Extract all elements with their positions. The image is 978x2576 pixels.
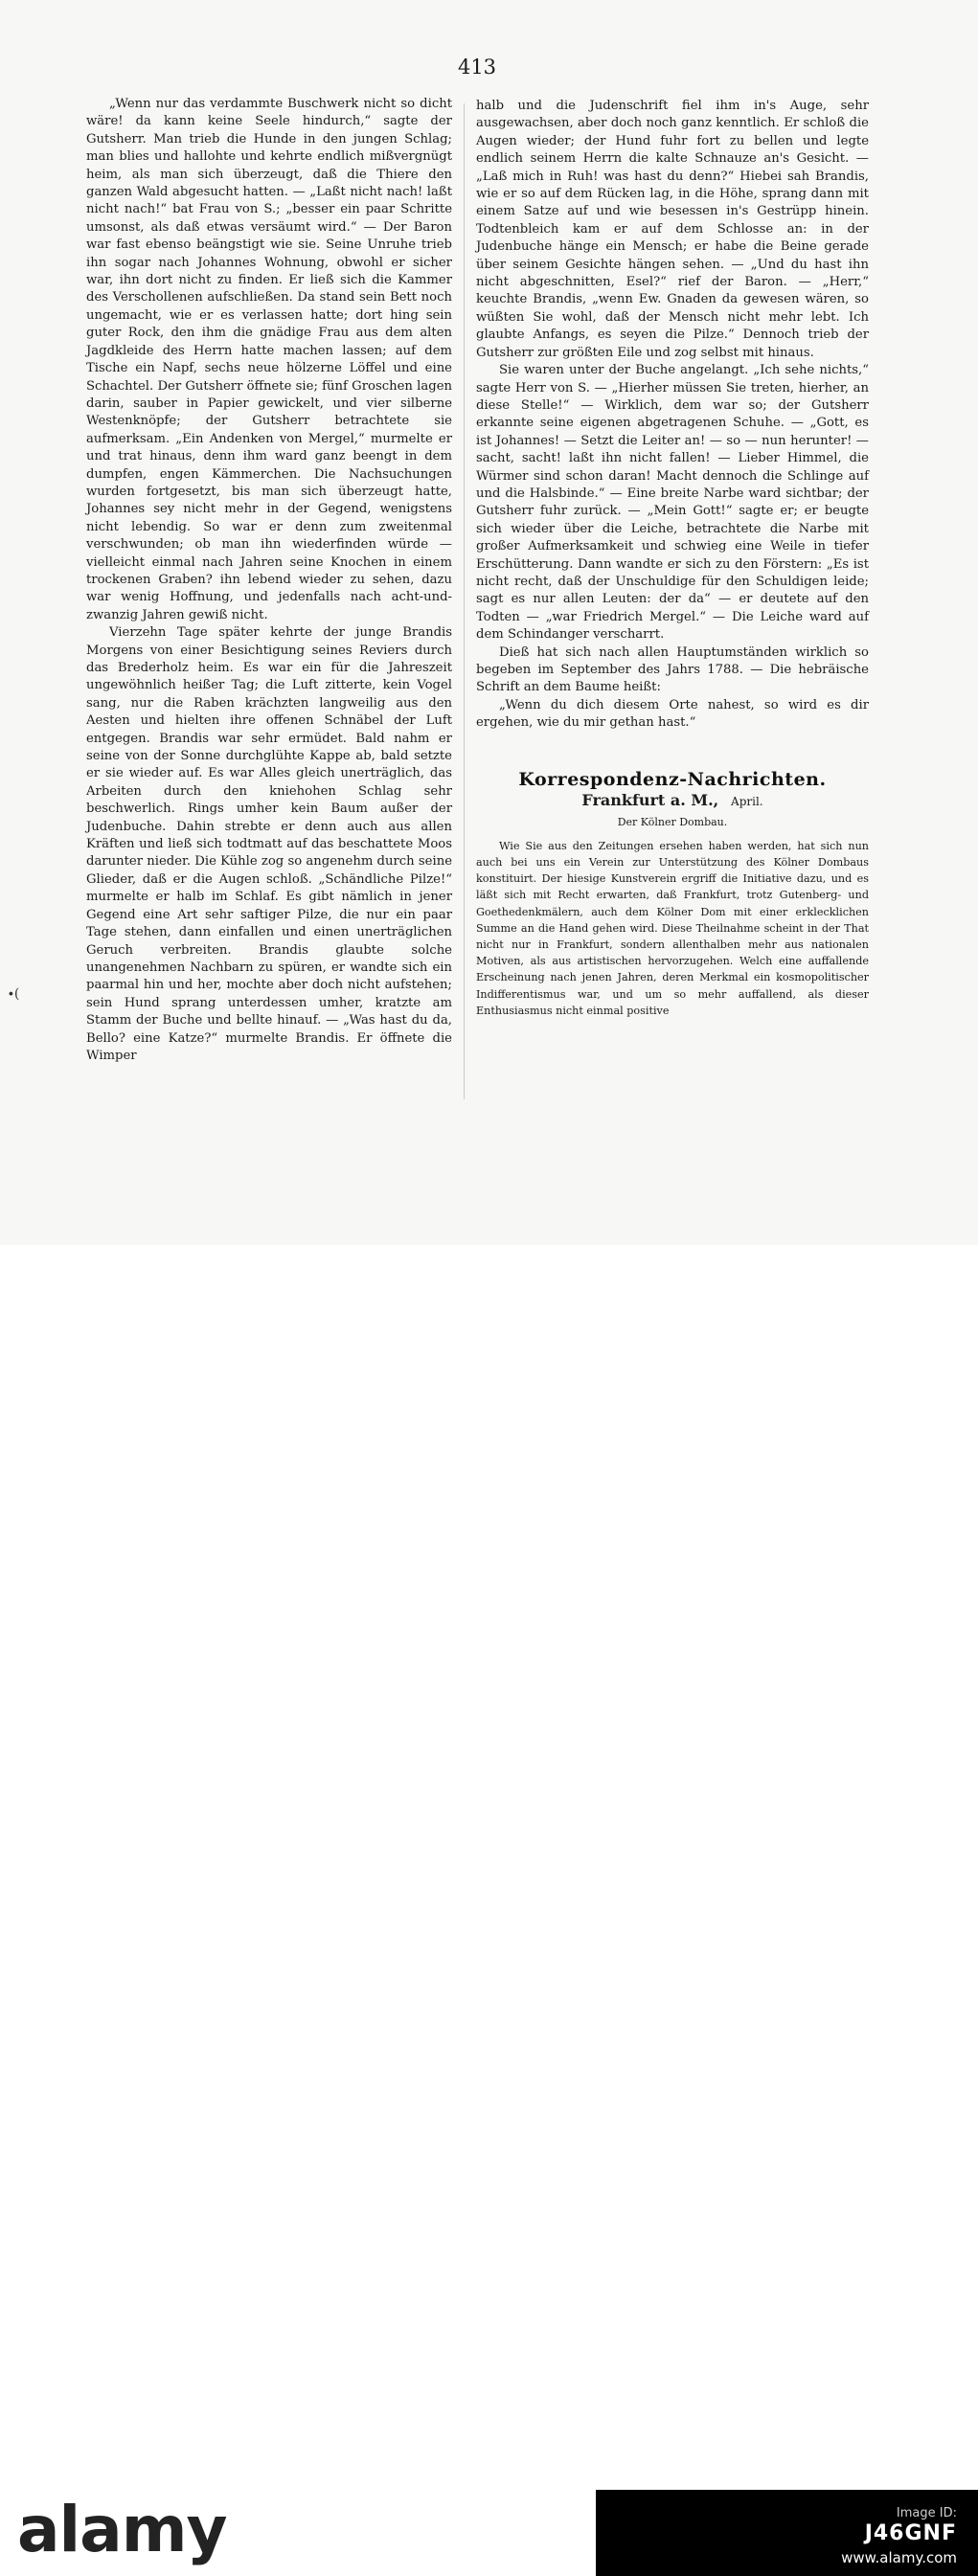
image-id-code: J46GNF (864, 2521, 957, 2545)
correspondence-subheading: Der Kölner Dombau. (617, 816, 728, 829)
left-paragraph-2: Vierzehn Tage später kehrte der junge Brandis Morgens von einer Besichtigung seines Reviers durch das Brederholz heim. Es war ein für die Jahreszeit ungewöhnlich heißer Tag; die Luft zitterte, kein Vogel sang, nur die Raben krächzten langweilig aus den Aesten und hielten ihre offenen Schnäbel der Luft entgegen. Brandis war sehr ermüdet. Bald nahm er seine von der Sonne durchglühte Kappe ab, bald setzte er sie wieder auf. Es war Alles gleich unerträglich, das Arbeiten durch den kniehohen Schlag sehr beschwerlich. Rings umher kein Baum außer der Judenbuche. Dahin strebte er denn auch aus allen Kräften und ließ sich todtmatt auf das beschattete Moos darunter nieder. Die Kühle zog so angenehm durch seine Glieder, daß er die Augen schloß. „Schändliche Pilze!“ murmelte er halb im Schlaf. Es gibt nämlich in jener Gegend eine Art sehr saftiger Pilze, die nur ein paar Tage stehen, dann einfallen und einen unerträglichen Geruch verbreiten. Brandis glaubte solche unangenehmen Nachbarn zu spüren, er wandte sich ein paarmal hin und her, mochte aber doch nicht aufstehen; sein Hund sprang unterdessen umher, kratzte am Stamm der Buche und bellte hinauf. — „Was hast du da, Bello? eine Katze?“ murmelte Brandis. Er öffnete die Wimper (86, 625, 452, 1063)
right-column (476, 98, 869, 1019)
watermark-band (0, 1245, 978, 2566)
page-number: 413 (457, 56, 497, 79)
right-paragraph-1: halb und die Judenschrift fiel ihm in's Auge, sehr ausgewachsen, aber doch noch ganz kenntlich. Er schloß die Augen wieder; der Hund fuhr fort zu bellen und legte endlich seinem Herrn die kalte Schnauze an's Gesicht. — „Laß mich in Ruh! was hast du denn?“ Hiebei sah Brandis, wie er so auf dem Rücken lag, in die Höhe, sprang dann mit einem Satze auf und wie besessen in's Gestrüpp hinein. Todtenbleich kam er auf dem Schlosse an: in der Judenbuche hänge ein Mensch; er habe die Beine gerade über seinem Gesichte hängen sehen. — „Und du hast ihn nicht abgeschnitten, Esel?“ rief der Baron. — „Herr,“ keuchte Brandis, „wenn Ew. Gnaden da gewesen wären, so wüßten Sie wohl, daß der Mensch nicht mehr lebt. Ich glaubte Anfangs, es seyen die Pilze.“ Dennoch trieb der Gutsherr zur größten Eile und zog selbst mit hinaus. (476, 99, 869, 360)
correspondence-title: Korrespondenz-Nachrichten. (518, 768, 827, 790)
image-id-label: Image ID: (896, 2506, 957, 2520)
correspondence-dateline (476, 792, 869, 810)
alamy-logo: alamy (17, 2493, 227, 2566)
dateline-city: Frankfurt a. M., (581, 791, 719, 810)
left-column (86, 96, 452, 1065)
right-paragraph-2: Sie waren unter der Buche angelangt. „Ich sehe nichts,“ sagte Herr von S. — „Hierher müssen Sie treten, hierher, an diese Stelle!“ — Wirklich, dem war so; der Gutsherr erkannte seine eigenen abgetragenen Schuhe. — „Gott, es ist Johannes! — Setzt die Leiter an! — so — nun herunter! — sacht, sacht! laßt ihn nicht fallen! — Lieber Himmel, die Würmer sind schon daran! Macht dennoch die Schlinge auf und die Halsbinde.“ — Eine breite Narbe ward sichtbar; der Gutsherr fuhr zurück. — „Mein Gott!“ sagte er; er beugte sich wieder über die Leiche, betrachtete die Narbe mit großer Aufmerksamkeit und schwieg eine Weile in tiefer Erschütterung. Dann wandte er sich zu den Förstern: „Es ist nicht recht, daß der Unschuldige für den Schuldigen leide; sagt es nur allen Leuten: der da“ — er deutete auf den Todten — „war Friedrich Mergel.“ — Die Leiche ward auf dem Schindanger verscharrt. (476, 363, 869, 643)
column-divider (464, 103, 465, 1099)
correspondence-text: Wie Sie aus den Zeitungen ersehen haben werden, hat sich nun auch bei uns ein Verein zur Unterstützung des Kölner Dombaus konstituirt. Der hiesige Kunstverein ergriff die Initiative dazu, und es läßt sich mit Recht erwarten, daß Frankfurt, trotz Gutenberg- und Goethedenkmälern, auch dem Kölner Dom mit einer erklecklichen Summe an die Hand gehen wird. Diese Theilnahme scheint in der That nicht nur in Frankfurt, sondern allenthalben mehr aus nationalen Motiven, als aus artistischen hervorzugehen. Welch eine auffallende Erscheinung nach jenen Jahren, deren Merkmal ein kosmopolitischer Indifferentismus war, und um so mehr auffallend, als dieser Enthusiasmus nicht einmal positive (476, 839, 869, 1017)
right-paragraph-4: „Wenn du dich diesem Orte nahest, so wird es dir ergehen, wie du mir gethan hast.“ (476, 697, 869, 731)
left-paragraph-1: „Wenn nur das verdammte Buschwerk nicht so dicht wäre! da kann keine Seele hindurch,“ sagte der Gutsherr. Man trieb die Hunde in den jungen Schlag; man blies und hallohte und kehrte endlich mißvergnügt heim, als man sich überzeugt, daß die Thiere den ganzen Wald abgesucht hatten. — „Laßt nicht nach! laßt nicht nach!“ bat Frau von S.; „besser ein paar Schritte umsonst, als daß etwas versäumt wird.“ — Der Baron war fast ebenso beängstigt wie sie. Seine Unruhe trieb ihn sogar nach Johannes Wohnung, obwohl er sicher war, ihn dort nicht zu finden. Er ließ sich die Kammer des Verschollenen aufschließen. Da stand sein Bett noch ungemacht, wie er es verlassen hatte; dort hing sein guter Rock, den ihm die gnädige Frau aus dem alten Jagdkleide des Herrn hatte machen lassen; auf dem Tische ein Napf, sechs neue hölzerne Löffel und eine Schachtel. Der Gutsherr öffnete sie; fünf Groschen lagen darin, sauber in Papier gewickelt, und vier silberne Westenknöpfe; der Gutsherr betrachtete sie aufmerksam. „Ein Andenken von Mergel,“ murmelte er und trat hinaus, denn ihm ward ganz beengt in dem dumpfen, engen Kämmerchen. Die Nachsuchungen wurden fortgesetzt, bis man sich überzeugt hatte, Johannes sey nicht mehr in der Gegend, wenigstens nicht lebendig. So war er denn zum zweitenmal verschwunden; ob man ihn wiederfinden würde — vielleicht einmal nach Jahren seine Knochen in einem trockenen Graben? ihn lebend wieder zu sehen, dazu war wenig Hoffnung, und jedenfalls nach acht-und-zwanzig Jahren gewiß nicht. (86, 97, 452, 622)
right-paragraph-3: Dieß hat sich nach allen Hauptumständen wirklich so begeben im September des Jahrs 1788. — Die hebräische Schrift an dem Baume heißt: (476, 644, 869, 695)
dateline-month: April. (731, 795, 763, 809)
newspaper-page (0, 0, 978, 1245)
image-id-block (865, 2501, 957, 2545)
margin-mark: ∙( (8, 986, 20, 1002)
watermark-url: www.alamy.com (841, 2549, 957, 2566)
